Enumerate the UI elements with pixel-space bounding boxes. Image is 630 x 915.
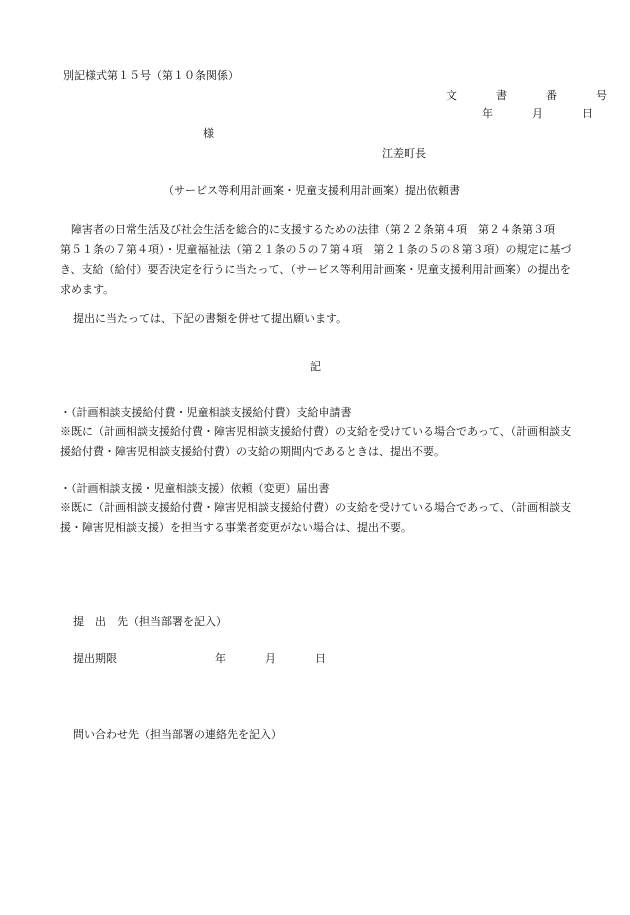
- document-title: （サービス等利用計画案・児童支援利用計画案）提出依頼書: [163, 184, 460, 197]
- body-paragraph: 障害者の日常生活及び社会生活を総合的に支援するための法律（第２２条第４項 第２４条第３項 第５１条の７第４項）・児童福祉法（第２１条の５の７第４項 第２１条の５の８第３項）の規定に基づき、支給（給付）要否決定を行うに当たって、（サービス等利用計画案・児童支援利用計画案）の提出を求めます。: [60, 223, 572, 296]
- issue-date: 年 月 日: [482, 107, 607, 120]
- form-number: 別記様式第１５号（第１０条関係）: [63, 69, 239, 82]
- addressee-suffix: 様: [203, 127, 214, 140]
- deadline-label: 提出期限: [73, 652, 117, 665]
- item-note: ※既に（計画相談支援給付費・障害児相談支援給付費）の支給を受けている場合であって、（計画相談支援給付費・障害児相談支援給付費）の支給の期間内であるときは、提出不要。: [60, 425, 572, 458]
- item-title: ・（計画相談支援・児童相談支援）依頼（変更）届出書: [60, 482, 330, 495]
- inquiry-label: 問い合わせ先（担当部署の連絡先を記入）: [73, 728, 282, 741]
- item-note: ※既に（計画相談支援給付費・障害児相談支援給付費）の支給を受けている場合であって、（計画相談支援・障害児相談支援）を担当する事業者変更がない場合は、提出不要。: [60, 501, 572, 534]
- deadline-date: 年 月 日: [215, 652, 340, 665]
- item-title: ・（計画相談支援給付費・児童相談支援給付費）支給申請書: [60, 406, 352, 419]
- attachment-request: 提出に当たっては、下記の書類を併せて提出願います。: [73, 312, 348, 325]
- ki-heading: 記: [310, 360, 321, 373]
- submit-to-label: 提 出 先（担当部署を記入）: [73, 615, 227, 628]
- sender-name: 江差町長: [382, 147, 426, 160]
- document-number: 文 書 番 号: [446, 89, 621, 102]
